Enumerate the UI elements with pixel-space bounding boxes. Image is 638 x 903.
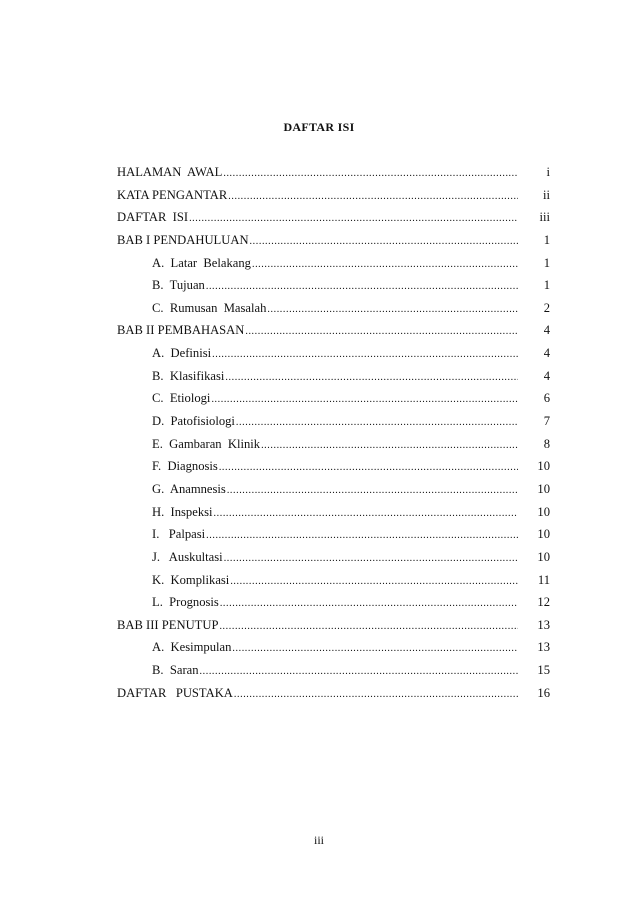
toc-entry-text: [152, 342, 518, 365]
toc-leader-dots: [261, 435, 518, 456]
toc-leader-dots: [234, 684, 518, 705]
toc-leader-dots: [227, 480, 518, 501]
toc-entry-page-number: ii: [543, 187, 550, 202]
toc-entry: [117, 455, 550, 478]
toc-entry: [117, 297, 550, 320]
toc-entry-page-number: 1: [543, 232, 550, 247]
toc-leader-dots: [211, 389, 518, 410]
toc-leader-dots: [206, 525, 518, 546]
toc-leader-dots: [206, 276, 518, 297]
toc-entry-page-number: 13: [537, 617, 550, 632]
toc-entry-label: BAB III PENUTUP: [117, 617, 219, 632]
toc-entry-page-number: 4: [543, 368, 550, 383]
toc-entry-label: K. Komplikasi: [152, 572, 230, 587]
toc-entry-page-number: 15: [537, 663, 550, 678]
toc-entry-text: [152, 455, 518, 478]
toc-entry-label: F. Diagnosis: [152, 459, 218, 474]
toc-entry-page-number: iii: [539, 210, 550, 225]
toc-entry-label: J. Auskultasi: [152, 549, 223, 564]
toc-entry: [117, 206, 550, 229]
toc-leader-dots: [200, 661, 518, 682]
toc-leader-dots: [189, 208, 518, 229]
toc-entry: [117, 433, 550, 456]
toc-entry-page-number: 1: [543, 255, 550, 270]
toc-entry-label: A. Kesimpulan: [152, 640, 232, 655]
toc-entry-page-number: 13: [537, 640, 550, 655]
toc-leader-dots: [250, 231, 518, 252]
toc-entry-page-number: i: [546, 165, 550, 179]
toc-entry-text: [152, 501, 518, 524]
toc-entry: [117, 478, 550, 501]
toc-entry-page-number: 1: [543, 278, 550, 293]
toc-entry: [117, 161, 550, 184]
toc-entry-text: [152, 523, 518, 546]
toc-entry: [117, 342, 550, 365]
toc-entry-text: [152, 252, 518, 275]
toc-entry-text: [117, 184, 518, 207]
toc-entry-label: H. Inspeksi: [152, 504, 213, 519]
toc-entry-page-number: 10: [537, 549, 550, 564]
toc-entry: [117, 614, 550, 637]
toc-leader-dots: [214, 503, 518, 524]
table-of-contents: [117, 161, 550, 704]
toc-entry: [117, 252, 550, 275]
toc-entry-text: [117, 206, 518, 229]
toc-entry-text: [117, 319, 518, 342]
toc-leader-dots: [267, 299, 518, 320]
toc-entry: [117, 591, 550, 614]
toc-entry-label: A. Definisi: [152, 346, 212, 361]
toc-entry-label: B. Klasifikasi: [152, 368, 225, 383]
toc-entry-label: D. Patofisiologi: [152, 414, 235, 429]
toc-entry-page-number: 16: [537, 685, 550, 700]
toc-entry-text: [152, 659, 518, 682]
toc-leader-dots: [252, 254, 518, 275]
toc-entry: [117, 523, 550, 546]
toc-entry: [117, 274, 550, 297]
toc-leader-dots: [212, 344, 518, 365]
toc-entry-label: DAFTAR ISI: [117, 210, 189, 225]
footer-page-number: iii: [313, 833, 324, 847]
toc-entry-page-number: 10: [537, 504, 550, 519]
toc-entry-label: G. Anamnesis: [152, 481, 226, 496]
toc-leader-dots: [224, 548, 518, 569]
toc-entry-label: C. Etiologi: [152, 391, 211, 406]
toc-entry: [117, 501, 550, 524]
toc-entry-label: A. Latar Belakang: [152, 255, 251, 270]
toc-leader-dots: [219, 616, 518, 637]
toc-entry-label: C. Rumusan Masalah: [152, 300, 267, 315]
toc-entry-page-number: 7: [543, 414, 550, 429]
toc-entry-page-number: 11: [537, 572, 550, 587]
toc-leader-dots: [219, 457, 518, 478]
toc-entry-page-number: 10: [537, 527, 550, 542]
toc-entry-label: BAB II PEMBAHASAN: [117, 323, 245, 338]
toc-entry-page-number: 4: [543, 323, 550, 338]
toc-leader-dots: [230, 571, 518, 592]
toc-entry-text: [152, 636, 518, 659]
toc-entry: [117, 546, 550, 569]
toc-entry-page-number: 10: [537, 481, 550, 496]
toc-entry-text: [117, 161, 518, 184]
toc-entry-page-number: 10: [537, 459, 550, 474]
toc-entry-page-number: 12: [537, 595, 550, 610]
toc-leader-dots: [223, 163, 518, 184]
toc-entry-text: [152, 478, 518, 501]
toc-entry-text: [152, 591, 518, 614]
toc-entry-label: KATA PENGANTAR: [117, 187, 228, 202]
toc-entry: [117, 387, 550, 410]
toc-leader-dots: [232, 638, 518, 659]
toc-entry: [117, 184, 550, 207]
toc-entry: [117, 682, 550, 705]
toc-entry: [117, 636, 550, 659]
toc-entry-label: HALAMAN AWAL: [117, 165, 223, 179]
toc-entry-label: BAB I PENDAHULUAN: [117, 232, 249, 247]
toc-leader-dots: [225, 367, 518, 388]
toc-entry-label: E. Gambaran Klinik: [152, 436, 261, 451]
toc-entry-text: [152, 433, 518, 456]
toc-entry: [117, 410, 550, 433]
toc-entry-text: [152, 297, 518, 320]
toc-entry-page-number: 2: [543, 300, 550, 315]
page-title: DAFTAR ISI: [283, 120, 355, 134]
toc-entry-text: [152, 410, 518, 433]
toc-entry: [117, 229, 550, 252]
toc-entry: [117, 569, 550, 592]
toc-entry-label: DAFTAR PUSTAKA: [117, 685, 233, 700]
toc-entry-text: [152, 387, 518, 410]
toc-entry-label: I. Palpasi: [152, 527, 206, 542]
toc-entry-text: [152, 274, 518, 297]
toc-entry-page-number: 6: [543, 391, 550, 406]
toc-entry-page-number: 4: [543, 346, 550, 361]
toc-entry-page-number: 8: [543, 436, 550, 451]
toc-leader-dots: [245, 321, 518, 342]
toc-entry-label: B. Tujuan: [152, 278, 205, 293]
toc-entry-text: [117, 682, 518, 705]
toc-entry: [117, 319, 550, 342]
toc-leader-dots: [220, 593, 518, 614]
toc-entry: [117, 365, 550, 388]
toc-entry-label: L. Prognosis: [152, 595, 219, 610]
toc-entry: [117, 659, 550, 682]
toc-entry-text: [152, 365, 518, 388]
toc-entry-label: B. Saran: [152, 663, 199, 678]
toc-leader-dots: [236, 412, 518, 433]
toc-entry-text: [152, 569, 518, 592]
toc-entry-text: [117, 614, 518, 637]
toc-entry-text: [152, 546, 518, 569]
toc-entry-text: [117, 229, 518, 252]
toc-leader-dots: [228, 186, 518, 207]
